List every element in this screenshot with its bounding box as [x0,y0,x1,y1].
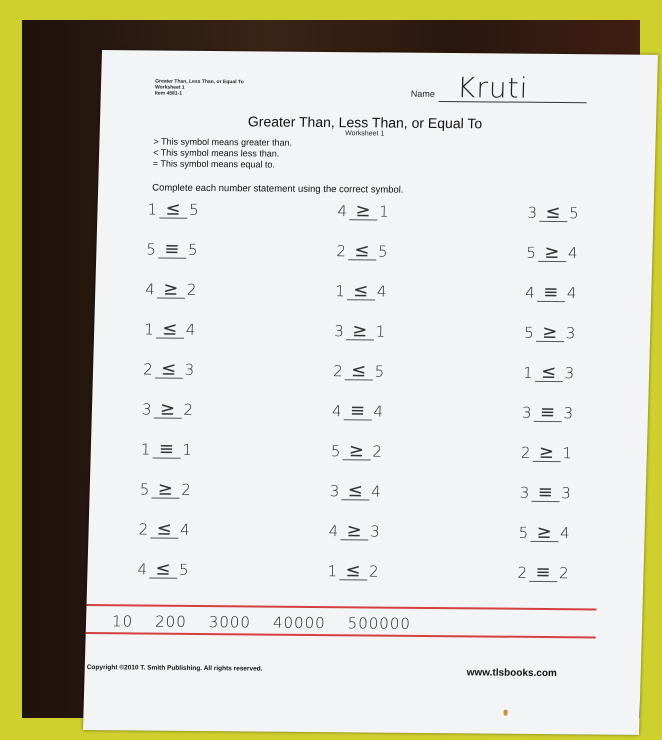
problem-2-8 [329,482,381,500]
answer-symbol: ≥ [349,203,377,220]
problem-right-number: 4 [566,284,577,303]
answer-symbol: ≤ [149,562,177,579]
problem-left-number: 5 [523,323,535,342]
answer-symbol: ≤ [159,202,187,219]
problem-right-number: 5 [377,242,388,261]
problem-left-number: 1 [143,320,155,339]
answer-symbol: ≤ [539,205,567,222]
problem-1-10 [137,560,189,578]
problem-left-number: 4 [337,202,348,221]
header-worksheet-small: Worksheet 1 [154,84,185,91]
problem-left-number: 2 [520,443,531,462]
place-value-4: 40000 [272,613,326,633]
problem-left-number: 2 [142,360,153,379]
problem-1-6 [142,400,194,418]
problem-1-5 [143,360,195,378]
name-label: Name [410,88,436,99]
header-title-small: Greater Than, Less Than, or Equal To [155,78,244,86]
problem-left-number: 5 [526,243,537,262]
answer-symbol: ≥ [536,325,564,342]
problem-right-number: 5 [178,560,189,579]
problem-1-3 [145,280,197,298]
answer-symbol: ≡ [533,405,561,422]
problem-right-number: 1 [378,202,389,221]
legend-greater: > This symbol means greater than. [153,136,293,148]
answer-symbol: ≤ [150,522,178,539]
problem-left-number: 2 [517,563,528,582]
header-item: Item 4581-1 [154,90,183,97]
problem-3-2 [526,241,578,264]
answer-symbol: ≥ [151,482,179,499]
problem-3-8 [519,481,572,504]
problem-2-9 [328,522,380,540]
problem-left-number: 2 [336,242,347,261]
problem-left-number: 3 [329,482,340,501]
problem-2-6 [332,402,384,420]
problem-right-number: 4 [179,520,190,539]
place-value-5: 500000 [347,614,412,633]
answer-symbol: ≡ [529,565,557,582]
problem-right-number: 1 [562,444,573,463]
answer-symbol: ≤ [341,483,369,500]
problem-left-number: 5 [518,523,529,542]
problem-right-number: 4 [185,320,196,339]
answer-symbol: ≤ [534,365,562,382]
problem-left-number: 3 [333,322,345,341]
problem-right-number: 4 [559,524,570,543]
legend-equal: = This symbol means equal to. [152,158,276,170]
problem-right-number: 2 [181,480,192,499]
problem-right-number: 5 [188,200,199,219]
problem-right-number: 3 [564,364,575,383]
problem-3-9 [518,521,570,544]
answer-symbol: ≤ [344,363,372,380]
problem-left-number: 1 [147,200,158,219]
instructions: Complete each number statement using the correct symbol. [152,182,404,196]
problem-right-number: 2 [183,400,194,419]
problem-left-number: 2 [138,520,149,539]
problem-2-7 [331,442,383,460]
problem-right-number: 2 [372,442,383,461]
problem-2-4 [334,322,386,340]
paper-mark [504,710,508,716]
problem-right-number: 3 [184,360,195,379]
problem-right-number: 5 [187,240,198,259]
problem-right-number: 3 [563,404,574,423]
problem-right-number: 2 [186,280,197,299]
problem-right-number: 2 [368,562,379,581]
problem-3-1 [527,201,579,224]
problem-left-number: 3 [521,403,532,422]
answer-symbol: ≤ [348,243,376,260]
problem-left-number: 2 [332,362,343,381]
problem-left-number: 4 [328,522,339,541]
problem-left-number: 3 [141,400,152,419]
problem-left-number: 4 [525,283,536,302]
problem-right-number: 4 [376,282,387,301]
problem-3-3 [525,281,577,304]
problem-left-number: 3 [527,203,538,222]
problem-right-number: 4 [371,482,382,501]
place-value-2: 200 [154,612,188,631]
problem-1-2 [146,240,198,258]
problem-left-number: 3 [519,483,530,502]
answer-symbol: ≥ [538,245,566,262]
problem-1-8 [139,480,191,498]
answer-symbol: ≥ [153,402,181,419]
problem-2-5 [333,362,385,380]
problem-2-10 [327,562,379,580]
problem-1-1 [147,200,199,218]
problem-left-number: 1 [140,440,151,459]
problem-left-number: 5 [146,240,157,259]
legend-less: < This symbol means less than. [153,147,280,159]
answer-symbol: ≡ [152,442,180,459]
symbol-legend [153,136,293,170]
worksheet-title: Greater Than, Less Than, or Equal To [247,113,483,132]
problem-1-7 [141,440,193,458]
worksheet-paper [83,50,658,735]
answer-symbol: ≥ [340,523,368,540]
answer-symbol: ≥ [342,443,370,460]
problem-3-6 [521,401,574,424]
answer-symbol: ≥ [346,323,374,340]
problem-2-1 [337,202,389,220]
problem-right-number: 1 [375,322,386,341]
problem-right-number: 5 [374,362,385,381]
answer-symbol: ≡ [343,403,371,420]
problem-right-number: 3 [565,324,576,343]
website: www.tlsbooks.com [466,667,558,680]
answer-symbol: ≡ [531,485,559,502]
problem-right-number: 4 [567,244,578,263]
problem-left-number: 4 [137,560,148,579]
red-rule-top [86,604,596,610]
answer-symbol: ≥ [530,525,558,542]
wood-table [22,20,640,718]
problem-3-7 [520,441,573,464]
problem-right-number: 1 [182,440,193,459]
problem-1-9 [138,520,190,538]
place-value-row [112,612,593,634]
problem-right-number: 2 [558,564,569,583]
place-value-3: 3000 [208,613,252,632]
problem-left-number: 1 [327,562,338,581]
answer-symbol: ≥ [532,445,560,462]
answer-symbol: ≤ [156,322,184,339]
header-block [155,78,244,97]
problem-left-number: 4 [331,402,342,421]
answer-symbol: ≥ [157,282,185,299]
student-name: Kruti [456,71,529,105]
problem-1-4 [144,320,196,338]
problem-left-number: 4 [145,280,156,299]
worksheet-subtitle: Worksheet 1 [345,130,385,138]
problem-right-number: 3 [561,484,572,503]
problem-left-number: 5 [330,442,341,461]
answer-symbol: ≤ [154,362,182,379]
problem-3-5 [522,361,575,384]
problem-3-10 [517,561,569,584]
problem-right-number: 5 [568,204,579,223]
problem-2-2 [336,242,388,260]
answer-symbol: ≡ [158,242,186,259]
problem-right-number: 4 [373,402,384,421]
problem-grid [127,196,618,600]
problem-left-number: 1 [335,282,346,301]
place-value-1: 10 [111,612,134,631]
answer-symbol: ≡ [537,285,565,302]
answer-symbol: ≤ [347,283,375,300]
problem-left-number: 1 [522,363,533,382]
answer-symbol: ≤ [339,563,367,580]
problem-right-number: 3 [369,522,380,541]
copyright: Copyright ©2010 T. Smith Publishing. All rights reserved. [86,664,263,673]
problem-2-3 [335,282,387,300]
problem-3-4 [523,321,576,344]
problem-left-number: 5 [139,480,150,499]
